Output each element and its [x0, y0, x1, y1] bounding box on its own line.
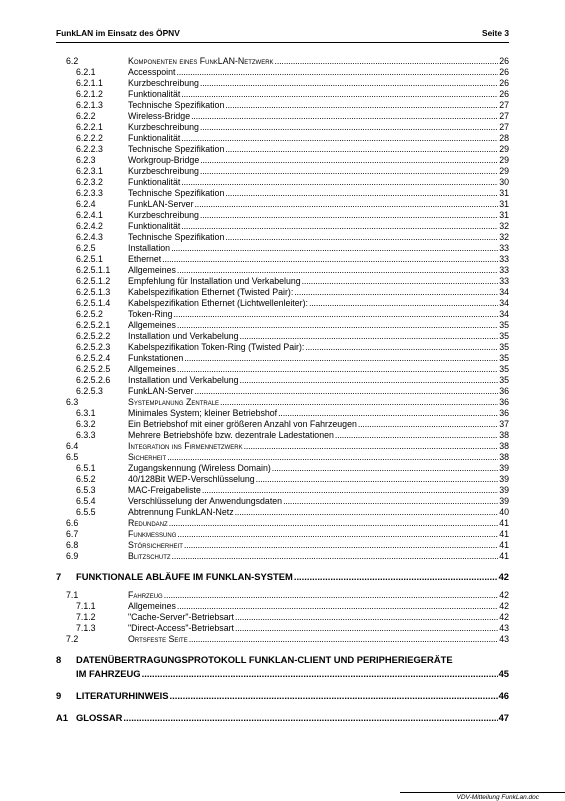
- toc-entry-title: Mehrere Betriebshöfe bzw. dezentrale Ladestationen: [128, 430, 334, 440]
- toc-entry[interactable]: [0, 518, 565, 529]
- toc-entry-title: Abtrennung FunkLAN-Netz: [128, 507, 234, 517]
- leader-dots: [309, 298, 498, 309]
- toc-entry-page: 27: [499, 100, 509, 110]
- toc-entry-title: Allgemeines: [128, 601, 176, 611]
- toc-entry-page: 32: [499, 221, 509, 231]
- leader-dots: [283, 496, 498, 507]
- toc-entry-page: 26: [499, 78, 509, 88]
- leader-dots: [294, 570, 498, 584]
- leader-dots: [305, 342, 498, 353]
- toc-entry-number: 6.3.3: [76, 430, 96, 440]
- toc-entry-page: 34: [499, 287, 509, 297]
- toc-entry-number: 6.5.4: [76, 496, 96, 506]
- leader-dots: [177, 601, 498, 612]
- toc-entry[interactable]: [0, 601, 565, 612]
- leader-dots: [200, 78, 498, 89]
- toc-entry-page: 42: [499, 612, 509, 622]
- toc-entry[interactable]: [0, 419, 565, 430]
- toc-entry-title: FunkLAN-Server: [128, 386, 194, 396]
- toc-entry[interactable]: [0, 452, 565, 463]
- toc-entry-number: 6.2.5.2.1: [76, 320, 111, 330]
- toc-entry-title: Allgemeines: [128, 320, 176, 330]
- toc-entry-title: Installation: [128, 243, 171, 253]
- toc-entry-page: 43: [499, 623, 509, 633]
- leader-dots: [240, 375, 499, 386]
- toc-entry-title: Funkstationen: [128, 353, 184, 363]
- toc-entry-page: 31: [499, 210, 509, 220]
- leader-dots: [256, 474, 499, 485]
- toc-entry-title: "Cache-Server"-Betriebsart: [128, 612, 234, 622]
- toc-entry-page: 29: [499, 144, 509, 154]
- toc-entry-page: 34: [499, 309, 509, 319]
- toc-entry-page: 35: [499, 342, 509, 352]
- leader-dots: [184, 353, 498, 364]
- toc-entry-page: 34: [499, 298, 509, 308]
- toc-entry[interactable]: [0, 188, 565, 199]
- leader-dots: [177, 265, 498, 276]
- toc-entry-number: 6.2.3.3: [76, 188, 103, 198]
- toc-entry-page: 39: [499, 485, 509, 495]
- toc-entry-page: 33: [499, 276, 509, 286]
- toc-entry[interactable]: [0, 711, 565, 725]
- toc-entry-number: 6.5: [66, 452, 79, 462]
- toc-entry-title: Sicherheit: [128, 452, 167, 462]
- toc-entry-number: 6.7: [66, 529, 79, 539]
- leader-dots: [235, 507, 499, 518]
- toc-entry-number: 6.2.2.1: [76, 122, 103, 132]
- toc-entry[interactable]: [0, 111, 565, 122]
- leader-dots: [358, 419, 498, 430]
- toc-entry-page: 33: [499, 265, 509, 275]
- toc-entry-number: 6.2.5: [76, 243, 96, 253]
- toc-entry-title: Funktionalität: [128, 133, 181, 143]
- toc-entry-title: Zugangskennung (Wireless Domain): [128, 463, 271, 473]
- toc-entry-page: 36: [499, 397, 509, 407]
- toc-entry-number: 6.3.2: [76, 419, 96, 429]
- leader-dots: [189, 634, 498, 645]
- toc-entry[interactable]: [0, 463, 565, 474]
- toc-entry-number: 6.2.3.2: [76, 177, 103, 187]
- toc-entry-title: Kurzbeschreibung: [128, 166, 199, 176]
- toc-entry[interactable]: [0, 67, 565, 78]
- toc-entry[interactable]: [0, 199, 565, 210]
- toc-entry-number: 6.2.1: [76, 67, 96, 77]
- toc-entry[interactable]: [0, 653, 565, 667]
- toc-entry-number: 6.5.2: [76, 474, 96, 484]
- toc-entry[interactable]: [0, 320, 565, 331]
- toc-entry-number: 6.2.5.2: [76, 309, 103, 319]
- toc-entry-title: FUNKTIONALE ABLÄUFE IM FUNKLAN-SYSTEM: [76, 571, 293, 582]
- page-number: Seite 3: [481, 28, 509, 38]
- toc-entry-page: 42: [498, 571, 509, 582]
- toc-entry[interactable]: [0, 298, 565, 309]
- toc-entry[interactable]: [0, 254, 565, 265]
- toc-entry-page: 27: [499, 111, 509, 121]
- toc-entry-page: 35: [499, 331, 509, 341]
- toc-entry-page: 30: [499, 177, 509, 187]
- leader-dots: [177, 364, 498, 375]
- leader-dots: [191, 111, 498, 122]
- toc-entry-number: 6.2.5.1.2: [76, 276, 111, 286]
- leader-dots: [177, 529, 498, 540]
- leader-dots: [225, 144, 498, 155]
- toc-entry-title: Technische Spezifikation: [128, 232, 225, 242]
- leader-dots: [142, 667, 498, 681]
- leader-dots: [240, 331, 499, 342]
- toc-entry-title: Kabelspezifikation Token-Ring (Twisted Pair):: [128, 342, 305, 352]
- toc-entry-page: 42: [499, 601, 509, 611]
- leader-dots: [200, 122, 498, 133]
- toc-entry-page: 35: [499, 353, 509, 363]
- toc-entry-title: Blitzschutz: [128, 551, 171, 561]
- toc-entry-number: 6.2.5.2.2: [76, 331, 111, 341]
- toc-entry-title: Kabelspezifikation Ethernet (Lichtwellenleiter):: [128, 298, 308, 308]
- toc-entry-page: 38: [499, 441, 509, 451]
- toc-entry-title: Minimales System; kleiner Betriebshof: [128, 408, 278, 418]
- toc-entry[interactable]: [0, 570, 565, 584]
- toc-entry-title: Redundanz: [128, 518, 168, 528]
- leader-dots: [177, 320, 498, 331]
- leader-dots: [220, 397, 498, 408]
- toc-entry-number: 6.6: [66, 518, 79, 528]
- toc-entry-page: 41: [499, 551, 509, 561]
- toc-entry-number: 6.2.5.2.4: [76, 353, 111, 363]
- leader-dots: [181, 89, 498, 100]
- toc-entry[interactable]: [0, 122, 565, 133]
- toc-entry-number: 6.2.3: [76, 155, 96, 165]
- toc-entry[interactable]: [0, 441, 565, 452]
- toc-entry-title: Störsicherheit: [128, 540, 183, 550]
- toc-entry[interactable]: [0, 309, 565, 320]
- toc-entry-title: Kurzbeschreibung: [128, 78, 199, 88]
- toc-entry-number: 7.1.3: [76, 623, 96, 633]
- leader-dots: [123, 711, 497, 725]
- footer-rule: [400, 792, 565, 793]
- toc-entry-title: IM FAHRZEUG: [76, 668, 141, 679]
- leader-dots: [164, 590, 498, 601]
- toc-entry-title: Systemplanung Zentrale: [128, 397, 220, 407]
- toc-entry-title: Workgroup-Bridge: [128, 155, 200, 165]
- toc-entry-page: 41: [499, 529, 509, 539]
- toc-entry-number: 6.5.1: [76, 463, 96, 473]
- toc-entry-page: 26: [499, 89, 509, 99]
- toc-entry-page: 29: [499, 155, 509, 165]
- toc-entry[interactable]: [0, 353, 565, 364]
- toc-entry-number: 6.3: [66, 397, 79, 407]
- leader-dots: [195, 386, 499, 397]
- toc-entry[interactable]: [0, 331, 565, 342]
- toc-entry[interactable]: [0, 210, 565, 221]
- leader-dots: [294, 287, 498, 298]
- toc-entry[interactable]: [0, 612, 565, 623]
- footer-filename: VDV-Mitteilung FunkLan.doc: [456, 794, 539, 801]
- toc-entry-number: 6.2: [66, 56, 79, 66]
- toc-entry[interactable]: [0, 529, 565, 540]
- leader-dots: [172, 551, 499, 562]
- toc-entry[interactable]: [0, 540, 565, 551]
- toc-entry-title: DATENÜBERTRAGUNGSPROTOKOLL FUNKLAN-CLIENT UND PERIPHERIEGERÄTE: [76, 654, 453, 665]
- toc-entry[interactable]: [0, 56, 565, 67]
- toc-entry-number: 6.2.5.2.6: [76, 375, 111, 385]
- toc-entry-number: 6.2.1.2: [76, 89, 103, 99]
- toc-entry-title: Verschlüsselung der Anwendungsdaten: [128, 496, 283, 506]
- toc-entry-page: 38: [499, 452, 509, 462]
- toc-entry-page: 37: [499, 419, 509, 429]
- toc-entry-page: 39: [499, 474, 509, 484]
- toc-entry-number: 6.2.5.2.3: [76, 342, 111, 352]
- toc-entry-title: Ein Betriebshof mit einer größeren Anzahl von Fahrzeugen: [128, 419, 357, 429]
- toc-entry-page: 29: [499, 166, 509, 176]
- toc-entry-number: 6.2.2: [76, 111, 96, 121]
- toc-entry-page: 31: [499, 199, 509, 209]
- leader-dots: [170, 689, 498, 703]
- leader-dots: [162, 254, 498, 265]
- leader-dots: [200, 210, 498, 221]
- toc-entry-number: 7.1: [66, 590, 79, 600]
- toc-entry-number: 6.2.4: [76, 199, 96, 209]
- leader-dots: [278, 408, 498, 419]
- leader-dots: [202, 485, 498, 496]
- toc-entry[interactable]: [0, 590, 565, 601]
- toc-entry-title: Integration ins Firmennetzwerk: [128, 441, 243, 451]
- leader-dots: [225, 232, 498, 243]
- toc-entry[interactable]: [0, 408, 565, 419]
- toc-entry[interactable]: [0, 507, 565, 518]
- leader-dots: [275, 56, 499, 67]
- leader-dots: [167, 452, 498, 463]
- toc-entry-page: 36: [499, 408, 509, 418]
- toc-entry-number: 6.2.5.1: [76, 254, 103, 264]
- toc-entry-title: MAC-Freigabeliste: [128, 485, 201, 495]
- toc-entry-number: 6.2.5.1.3: [76, 287, 111, 297]
- toc-entry[interactable]: [0, 430, 565, 441]
- toc-entry[interactable]: [0, 78, 565, 89]
- toc-entry-number: A1: [56, 712, 68, 723]
- toc-entry-number: 6.2.5.2.5: [76, 364, 111, 374]
- toc-entry-page: 35: [499, 320, 509, 330]
- toc-entry-page: 42: [499, 590, 509, 600]
- toc-entry-title: Funktionalität: [128, 89, 181, 99]
- leader-dots: [181, 177, 498, 188]
- toc-entry[interactable]: [0, 496, 565, 507]
- toc-entry-page: 41: [499, 540, 509, 550]
- toc-entry-title: Ethernet: [128, 254, 162, 264]
- leader-dots: [272, 463, 498, 474]
- toc-entry-title: Technische Spezifikation: [128, 100, 225, 110]
- toc-entry-number: 9: [56, 690, 62, 701]
- toc-entry-title: Installation und Verkabelung: [128, 375, 239, 385]
- toc-entry-number: 6.8: [66, 540, 79, 550]
- toc-entry[interactable]: [0, 243, 565, 254]
- toc-entry-title: Funktionalität: [128, 177, 181, 187]
- toc-entry-title: Ortsfeste Seite: [128, 634, 188, 644]
- toc-entry-title: Funkmessung: [128, 529, 177, 539]
- toc-entry-number: 6.5.3: [76, 485, 96, 495]
- toc-entry[interactable]: [0, 623, 565, 634]
- toc-entry-page: 45: [498, 668, 509, 679]
- toc-entry[interactable]: [0, 689, 565, 703]
- toc-entry-number: 6.2.3.1: [76, 166, 103, 176]
- toc-entry-number: 7.1.2: [76, 612, 96, 622]
- toc-entry-number: 6.4: [66, 441, 79, 451]
- toc-entry[interactable]: [0, 276, 565, 287]
- leader-dots: [174, 309, 499, 320]
- toc-entry[interactable]: [0, 133, 565, 144]
- leader-dots: [184, 540, 498, 551]
- toc-entry-title: Installation und Verkabelung: [128, 331, 239, 341]
- toc-entry-number: 6.3.1: [76, 408, 96, 418]
- toc-entry-number: 6.2.2.3: [76, 144, 103, 154]
- toc-entry[interactable]: [0, 221, 565, 232]
- toc-entry[interactable]: [0, 232, 565, 243]
- toc-entry-number: 6.2.5.1.4: [76, 298, 111, 308]
- toc-entry[interactable]: [0, 634, 565, 645]
- header-rule: [56, 42, 509, 43]
- toc-entry-title: Funktionalität: [128, 221, 181, 231]
- toc-entry-number: 7: [56, 571, 62, 582]
- toc-entry-page: 32: [499, 232, 509, 242]
- toc-entry[interactable]: [0, 386, 565, 397]
- toc-entry-page: 39: [499, 496, 509, 506]
- toc-entry[interactable]: [0, 397, 565, 408]
- toc-entry[interactable]: [0, 551, 565, 562]
- toc-entry-title: Kurzbeschreibung: [128, 122, 199, 132]
- toc-entry[interactable]: [0, 265, 565, 276]
- leader-dots: [200, 166, 498, 177]
- toc-entry-page: 38: [499, 430, 509, 440]
- leader-dots: [302, 276, 499, 287]
- toc-entry-page: 27: [499, 122, 509, 132]
- leader-dots: [225, 188, 498, 199]
- toc-entry[interactable]: [0, 485, 565, 496]
- leader-dots: [195, 199, 499, 210]
- toc-entry[interactable]: [0, 100, 565, 111]
- toc-entry-page: 33: [499, 254, 509, 264]
- toc-entry-title: GLOSSAR: [76, 712, 123, 723]
- toc-entry-title: Komponenten eines FunkLAN-Netzwerk: [128, 56, 274, 66]
- toc-entry[interactable]: [0, 144, 565, 155]
- toc-entry[interactable]: [0, 155, 565, 166]
- leader-dots: [181, 221, 498, 232]
- toc-entry-page: 41: [499, 518, 509, 528]
- toc-entry-title: "Direct-Access"-Betriebsart: [128, 623, 234, 633]
- page-header: [56, 28, 509, 40]
- toc-entry-page: 33: [499, 243, 509, 253]
- leader-dots: [235, 612, 498, 623]
- toc-entry-page: 35: [499, 375, 509, 385]
- toc-entry-title: 40/128Bit WEP-Verschlüsselung: [128, 474, 255, 484]
- toc-entry[interactable]: [0, 177, 565, 188]
- toc-entry[interactable]: [0, 287, 565, 298]
- toc-entry-title: Allgemeines: [128, 364, 176, 374]
- toc-entry-number: 6.2.4.1: [76, 210, 103, 220]
- toc-entry-number: 6.5.5: [76, 507, 96, 517]
- toc-entry-page: 26: [499, 56, 509, 66]
- toc-entry[interactable]: [0, 364, 565, 375]
- toc-entry-title: Allgemeines: [128, 265, 176, 275]
- toc-entry-title: Wireless-Bridge: [128, 111, 191, 121]
- toc-entry-number: 6.2.5.3: [76, 386, 103, 396]
- toc-entry-page: 40: [499, 507, 509, 517]
- toc-entry-number: 6.2.1.1: [76, 78, 103, 88]
- toc-entry-number: 6.2.5.1.1: [76, 265, 111, 275]
- toc-entry-number: 7.2: [66, 634, 79, 644]
- toc-entry-title: FunkLAN-Server: [128, 199, 194, 209]
- toc-entry-number: 6.2.1.3: [76, 100, 103, 110]
- document-title: FunkLAN im Einsatz des ÖPNV: [56, 28, 180, 38]
- toc-entry-number: 8: [56, 654, 62, 665]
- leader-dots: [176, 67, 498, 78]
- toc-entry-page: 35: [499, 364, 509, 374]
- leader-dots: [181, 133, 498, 144]
- toc-entry-continuation[interactable]: [0, 667, 565, 681]
- toc-entry-page: 47: [498, 712, 509, 723]
- toc-entry-number: 7.1.1: [76, 601, 96, 611]
- leader-dots: [171, 243, 498, 254]
- toc-entry[interactable]: [0, 89, 565, 100]
- toc-entry-page: 43: [499, 634, 509, 644]
- toc-entry-number: 6.2.4.2: [76, 221, 103, 231]
- toc-entry-title: Technische Spezifikation: [128, 188, 225, 198]
- leader-dots: [225, 100, 498, 111]
- leader-dots: [169, 518, 499, 529]
- toc-entry-page: 26: [499, 67, 509, 77]
- toc-entry[interactable]: [0, 474, 565, 485]
- toc-entry[interactable]: [0, 166, 565, 177]
- leader-dots: [244, 441, 499, 452]
- toc-entry-title: LITERATURHINWEIS: [76, 690, 169, 701]
- toc-entry[interactable]: [0, 375, 565, 386]
- leader-dots: [335, 430, 498, 441]
- leader-dots: [200, 155, 498, 166]
- toc-entry-page: 46: [498, 690, 509, 701]
- toc-entry-page: 36: [499, 386, 509, 396]
- toc-entry-page: 28: [499, 133, 509, 143]
- toc-entry-title: Accesspoint: [128, 67, 176, 77]
- toc-entry-page: 31: [499, 188, 509, 198]
- toc-entry-title: Token-Ring: [128, 309, 173, 319]
- toc-entry[interactable]: [0, 342, 565, 353]
- leader-dots: [235, 623, 498, 634]
- toc-entry-number: 6.2.4.3: [76, 232, 103, 242]
- toc-entry-title: Kurzbeschreibung: [128, 210, 199, 220]
- toc-entry-number: 6.9: [66, 551, 79, 561]
- toc-entry-title: Fahrzeug: [128, 590, 163, 600]
- toc-entry-title: Kabelspezifikation Ethernet (Twisted Pair):: [128, 287, 294, 297]
- toc-entry-number: 6.2.2.2: [76, 133, 103, 143]
- toc-entry-title: Empfehlung für Installation und Verkabelung: [128, 276, 301, 286]
- toc-entry-title: Technische Spezifikation: [128, 144, 225, 154]
- toc-entry-page: 39: [499, 463, 509, 473]
